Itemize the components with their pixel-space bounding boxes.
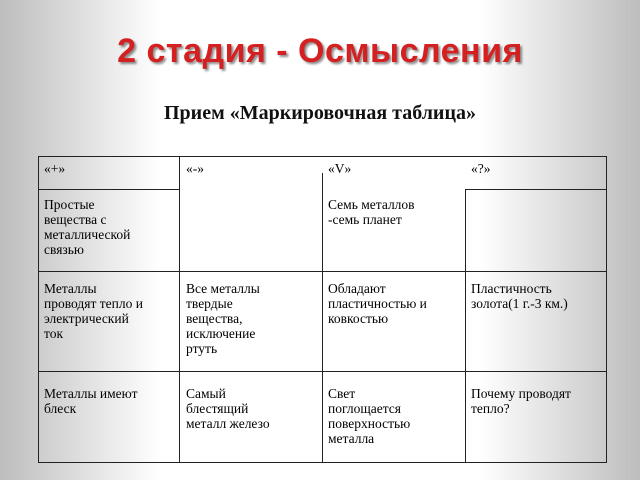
- header-question: «?»: [471, 161, 491, 176]
- table-cell: Металлы проводят тепло и электрический ток: [44, 281, 143, 341]
- table-cell: Обладают пластичностью и ковкостью: [328, 281, 427, 326]
- table-border: [38, 156, 39, 462]
- table-border: [465, 371, 607, 372]
- table-cell: Пластичность золота(1 г.-3 км.): [471, 281, 568, 311]
- table-cell: Свет поглощается поверхностью металла: [328, 386, 411, 446]
- header-plus: «+»: [44, 161, 66, 176]
- table-border: [322, 173, 323, 462]
- table-border: [322, 371, 466, 372]
- table-cell: Самый блестящий металл железо: [186, 386, 270, 431]
- table-border: [179, 271, 323, 272]
- table-border: [38, 271, 180, 272]
- table-cell: Простые вещества с металлической связью: [44, 197, 131, 257]
- table-cell: Семь металлов -семь планет: [328, 197, 415, 227]
- table-cell: Металлы имеют блеск: [44, 386, 138, 416]
- slide-subtitle: Прием «Маркировочная таблица»: [164, 102, 476, 124]
- table-border: [322, 271, 466, 272]
- table-border: [179, 371, 323, 372]
- table-border: [606, 156, 607, 462]
- table-border: [38, 371, 180, 372]
- table-border: [38, 156, 607, 157]
- table-border: [38, 189, 180, 190]
- table-border: [465, 189, 607, 190]
- table-border: [38, 462, 607, 463]
- table-border: [465, 189, 466, 462]
- table-cell: Все металлы твердые вещества, исключение ртуть: [186, 281, 260, 356]
- slide-title: 2 стадия - Осмысления: [117, 32, 523, 70]
- table-border: [179, 156, 180, 462]
- table-cell: Почему проводят тепло?: [471, 386, 571, 416]
- header-check: «V»: [328, 161, 352, 176]
- table-border: [465, 271, 607, 272]
- header-minus: «-»: [186, 161, 204, 176]
